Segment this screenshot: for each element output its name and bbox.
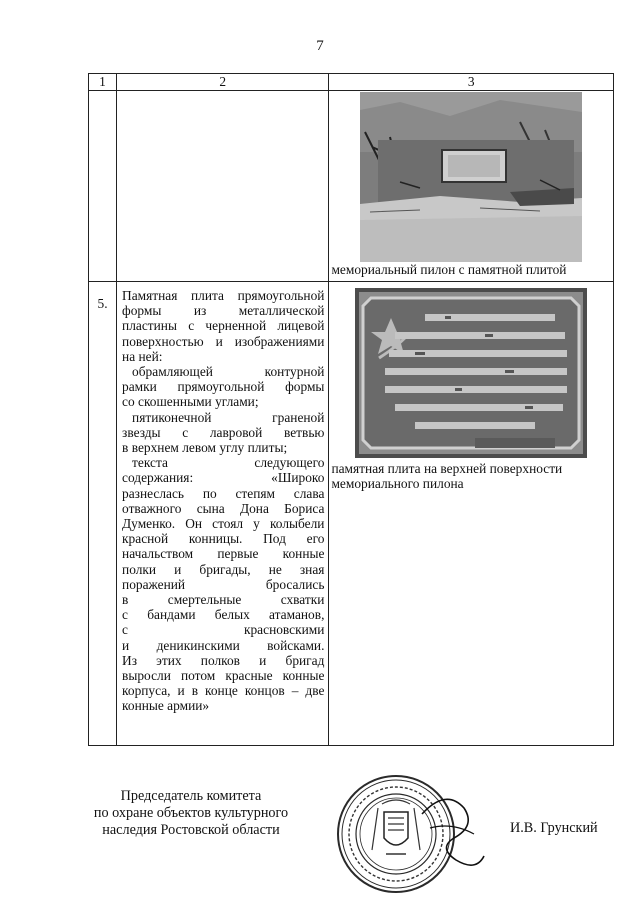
description-line: в смертельные схватки <box>122 592 325 608</box>
description-line: звезды с лавровой ветвью <box>122 424 325 440</box>
page-number: 7 <box>316 38 324 54</box>
description-line: содержания: «Широко <box>122 470 325 486</box>
description-line: обрамляющей контурной <box>132 364 325 380</box>
signatory-position <box>80 788 302 839</box>
description-line: выросли потом красные конные <box>122 668 325 684</box>
header-col-1: 1 <box>89 74 117 91</box>
description-line: Думенко. Он стоял у колыбели <box>122 516 325 532</box>
description-line: пластины с черненной лицевой <box>122 318 325 334</box>
header-col-2: 2 <box>117 74 329 91</box>
description-line: начальством первые конные <box>122 546 325 562</box>
pylon-photo <box>360 92 582 262</box>
description-line: с красновскими <box>122 622 325 638</box>
description-line: на ней: <box>122 348 163 364</box>
description-line: и деникинскими войсками. <box>122 637 325 653</box>
photo-cell <box>329 91 614 282</box>
description-line: с бандами белых атаманов, <box>122 607 325 623</box>
position-line: Председатель комитета <box>120 788 262 804</box>
position-line: наследия Ростовской области <box>102 822 280 838</box>
description-line: конные армии» <box>122 698 210 714</box>
description-line: со скошенными углами; <box>122 394 259 410</box>
description-line: поражений бросались <box>122 576 325 592</box>
table-row <box>89 282 614 746</box>
signatory-name: И.В. Грунский <box>510 820 598 836</box>
description-line: красной конницы. Под его <box>122 531 325 547</box>
description-line: полки и бригады, не зная <box>122 561 325 577</box>
description-line: Из этих полков и бригад <box>122 652 325 668</box>
description-cell <box>117 282 329 746</box>
pylon-photo-caption: мемориальный пилон с памятной плитой <box>331 262 567 277</box>
description-line: рамки прямоугольной формы <box>122 379 325 395</box>
description-line: разнеслась по степям слава <box>122 485 325 501</box>
position-line: по охране объектов культурного <box>93 805 289 821</box>
objects-table <box>88 73 614 746</box>
plaque-photo <box>355 288 587 458</box>
table-row <box>89 91 614 282</box>
row-number-cell: 5. <box>89 282 117 746</box>
description-line: пятиконечной граненой <box>132 409 325 425</box>
row-number-cell <box>89 91 117 282</box>
description-line: отважного сына Дона Бориса <box>122 500 325 516</box>
description-line: поверхностью и изображениями <box>122 333 325 349</box>
plaque-photo-caption: памятная плита на верхней поверхности мемориального пилона <box>331 461 563 491</box>
official-seal-stamp <box>326 768 486 900</box>
header-col-3: 3 <box>329 74 614 91</box>
photo-cell <box>329 282 614 746</box>
description-line: корпуса, и в конце концов – две <box>122 683 325 699</box>
description-line: текста следующего <box>132 455 325 471</box>
table-header-row <box>89 74 614 91</box>
description-line: формы из металлической <box>122 303 325 319</box>
description-line: Памятная плита прямоугольной <box>122 288 325 303</box>
description-line: в верхнем левом углу плиты; <box>122 440 288 456</box>
description-cell <box>117 91 329 282</box>
